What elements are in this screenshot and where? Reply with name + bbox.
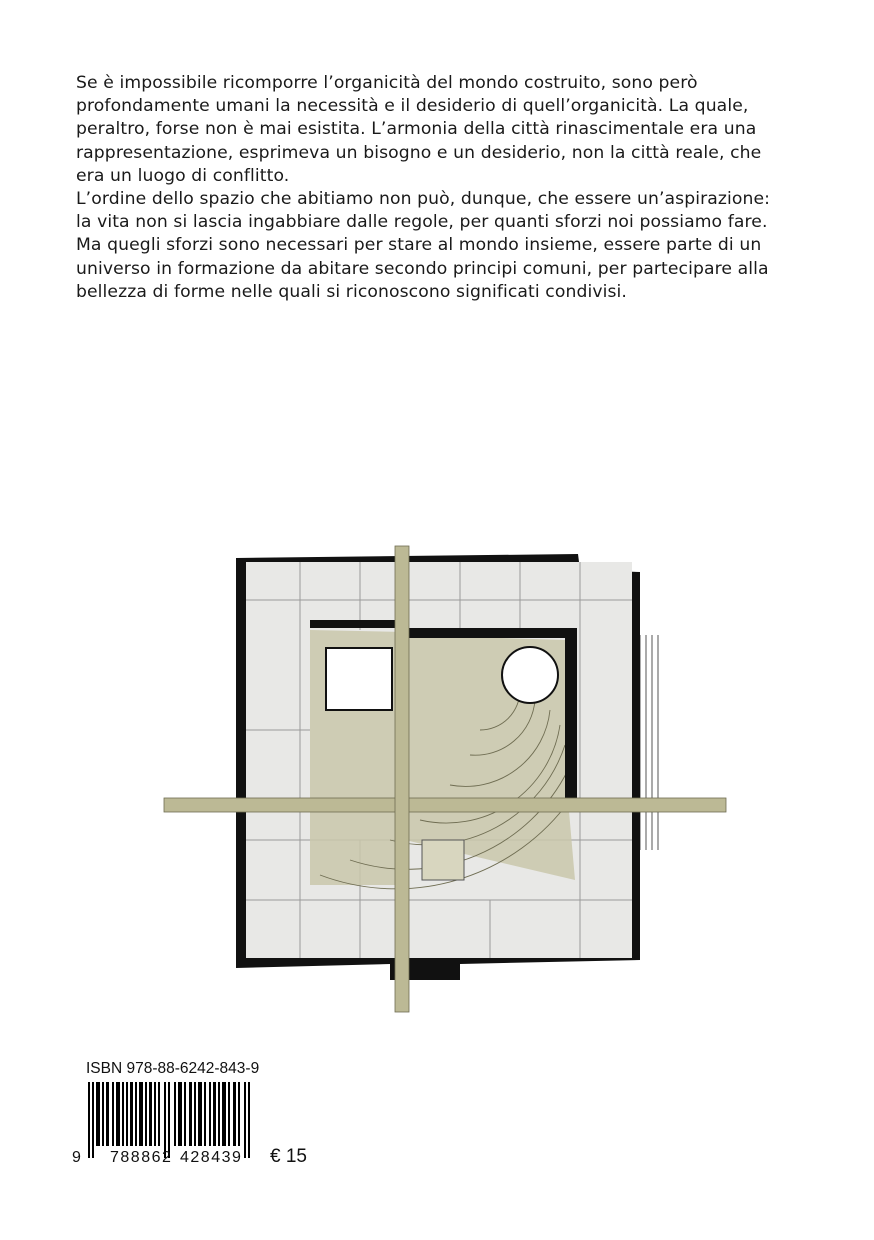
courtyard — [326, 648, 392, 710]
barcode-digit-first: 9 — [72, 1149, 81, 1166]
back-cover-text — [76, 72, 776, 304]
blurb-paragraph-2: L’ordine dello spazio che abitiamo non può, dunque, che essere un’aspirazione: la vita non si lascia ingabbiare dalle regole, per quanti sforzi noi possiamo fare. Ma quegli sforzi sono necessari per stare al mondo insieme, essere parte di un universo in formazione da abitare secondo principi comuni, per partecipare alla bellezza di forme nelle quali si riconoscono significati condivisi. — [76, 189, 771, 302]
barcode-digits-right: 428439 — [180, 1149, 243, 1166]
horizontal-axis-band — [164, 798, 726, 812]
inner-pavilion — [422, 840, 464, 880]
price-label: € 15 — [270, 1146, 307, 1167]
hatch-shadow-icon — [640, 635, 658, 850]
vertical-axis-band — [395, 546, 409, 1012]
circular-void — [502, 647, 558, 703]
barcode-digits-left: 788862 — [110, 1149, 173, 1166]
blurb-paragraph-1: Se è impossibile ricomporre l’organicità del mondo costruito, sono però profondamente umani la necessità e il desiderio di quell’organicità. La quale, peraltro, forse non è mai esistita. L’armonia della città rinascimentale era una rappresentazione, esprimeva un bisogno e un desiderio, non la città reale, che era un luogo di conflitto. — [76, 73, 762, 186]
floor-plan-illustration — [160, 540, 730, 1020]
isbn-label: ISBN 978-88-6242-843-9 — [86, 1060, 260, 1077]
barcode-icon — [88, 1082, 254, 1158]
amphitheatre-overlay-lower — [310, 802, 405, 885]
